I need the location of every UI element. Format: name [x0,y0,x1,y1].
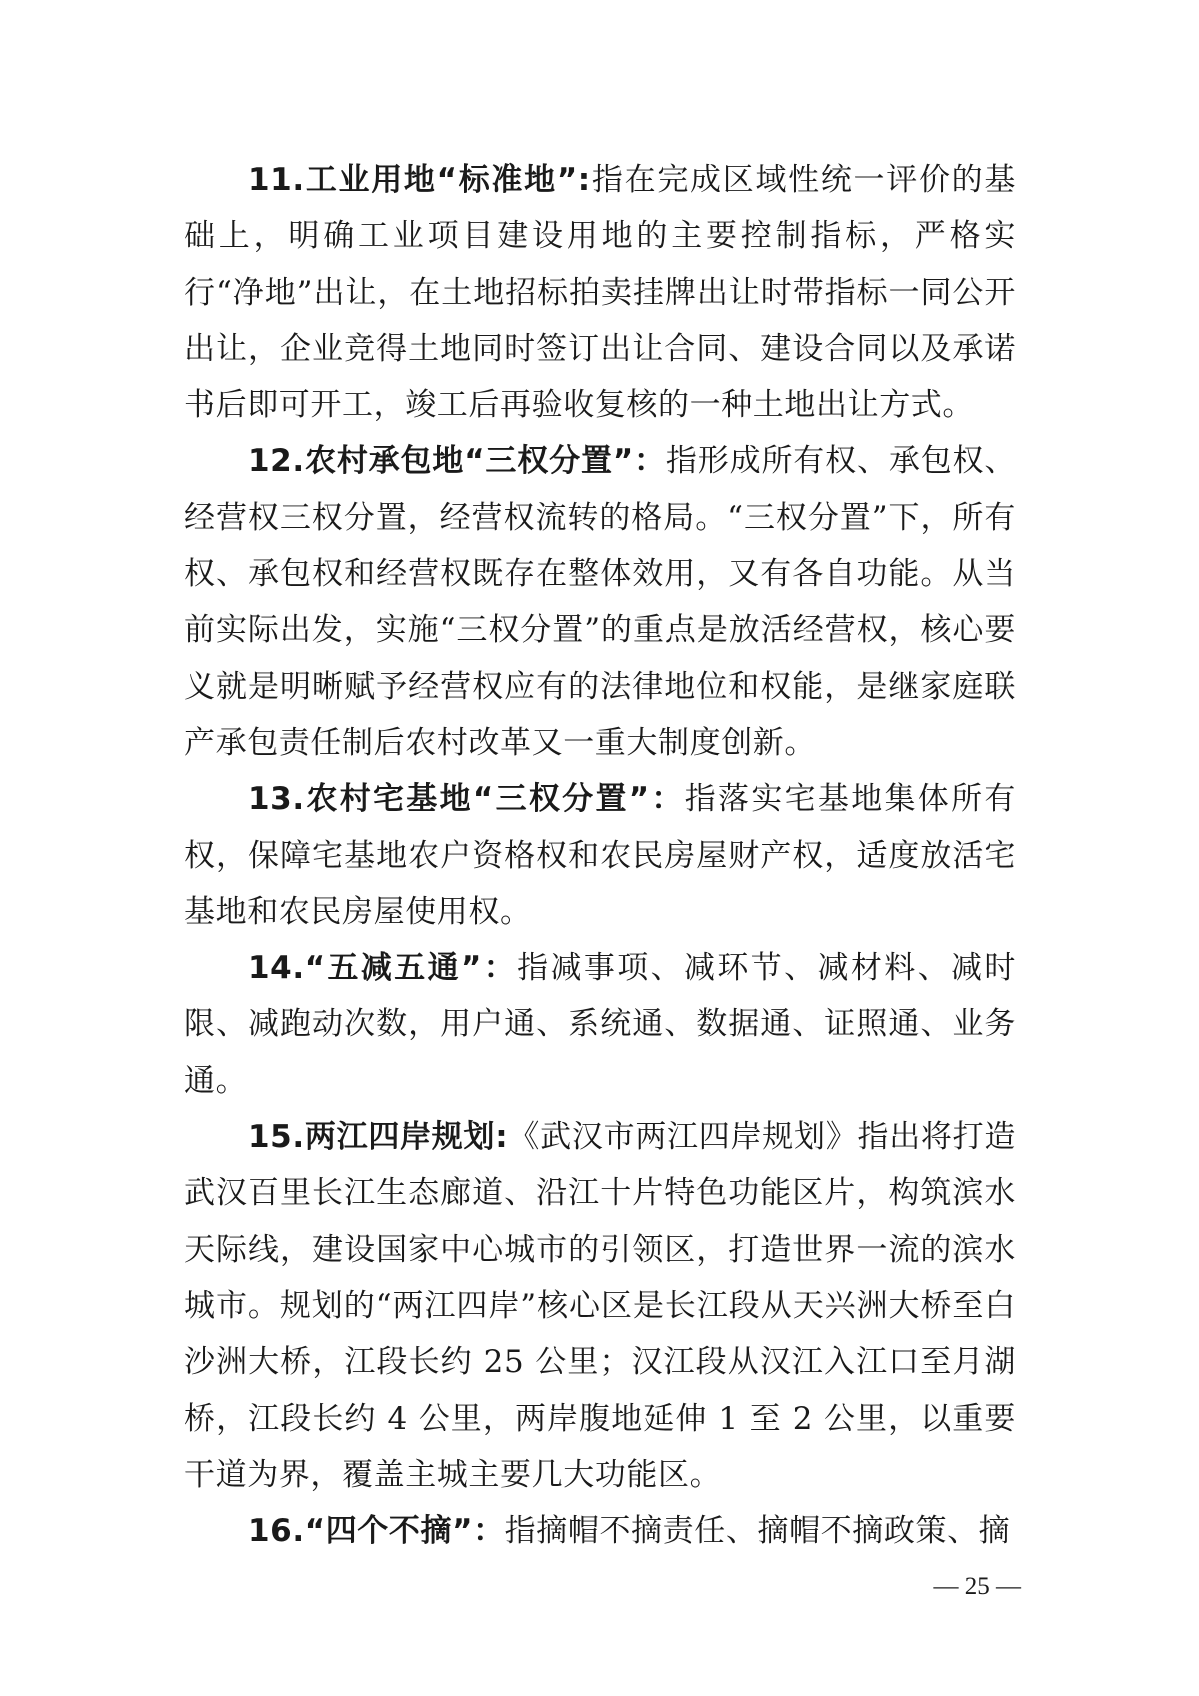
document-body [184,152,1016,1559]
paragraph-12 [184,433,1016,771]
term-heading: 16.“四个不摘”： [248,1513,505,1550]
term-heading: 14.“五减五通”： [248,950,518,987]
term-definition: 指在完成区域性统一评价的基础上，明确工业项目建设用地的主要控制指标，严格实行“净地”出让，在土地招标拍卖挂牌出让时带指标一同公开出让，企业竞得土地同时签订出让合同、建设合同以及承诺书后即可开工，竣工后再验收复核的一种土地出让方式。 [184,162,1016,424]
paragraph-15 [184,1109,1016,1503]
term-definition: 指摘帽不摘责任、摘帽不摘政策、摘 [504,1513,1011,1550]
term-definition: 指减事项、减环节、减材料、减时限、减跑动次数，用户通、系统通、数据通、证照通、业务通。 [184,950,1016,1099]
paragraph-13 [184,771,1016,940]
paragraph-11 [184,152,1016,433]
term-definition: 指形成所有权、承包权、经营权三权分置，经营权流转的格局。“三权分置”下，所有权、承包权和经营权既存在整体效用，又有各自功能。从当前实际出发，实施“三权分置”的重点是放活经营权，核心要义就是明晰赋予经营权应有的法律地位和权能，是继家庭联产承包责任制后农村改革又一重大制度创新。 [184,443,1016,761]
paragraph-16 [184,1503,1016,1559]
paragraph-14 [184,940,1016,1109]
term-heading: 11.工业用地“标准地”: [248,162,591,198]
term-heading: 12.农村承包地“三权分置”： [248,443,666,480]
term-heading: 15.两江四岸规划: [248,1119,509,1156]
page-number: — 25 — [933,1573,1021,1600]
term-definition: 《武汉市两江四岸规划》指出将打造武汉百里长江生态廊道、沿江十片特色功能区片，构筑滨水天际线，建设国家中心城市的引领区，打造世界一流的滨水城市。规划的“两江四岸”核心区是长江段从天兴洲大桥至白沙洲大桥，江段长约 25 公里；汉江段从汉江入江口至月湖桥，江段长约 4 公里，两岸腹地延伸 1 至 2 公里，以重要干道为界，覆盖主城主要几大功能区。 [184,1119,1016,1493]
term-definition: 指落实宅基地集体所有权，保障宅基地农户资格权和农民房屋财产权，适度放活宅基地和农民房屋使用权。 [184,781,1017,930]
term-heading: 13.农村宅基地“三权分置”： [248,781,685,818]
